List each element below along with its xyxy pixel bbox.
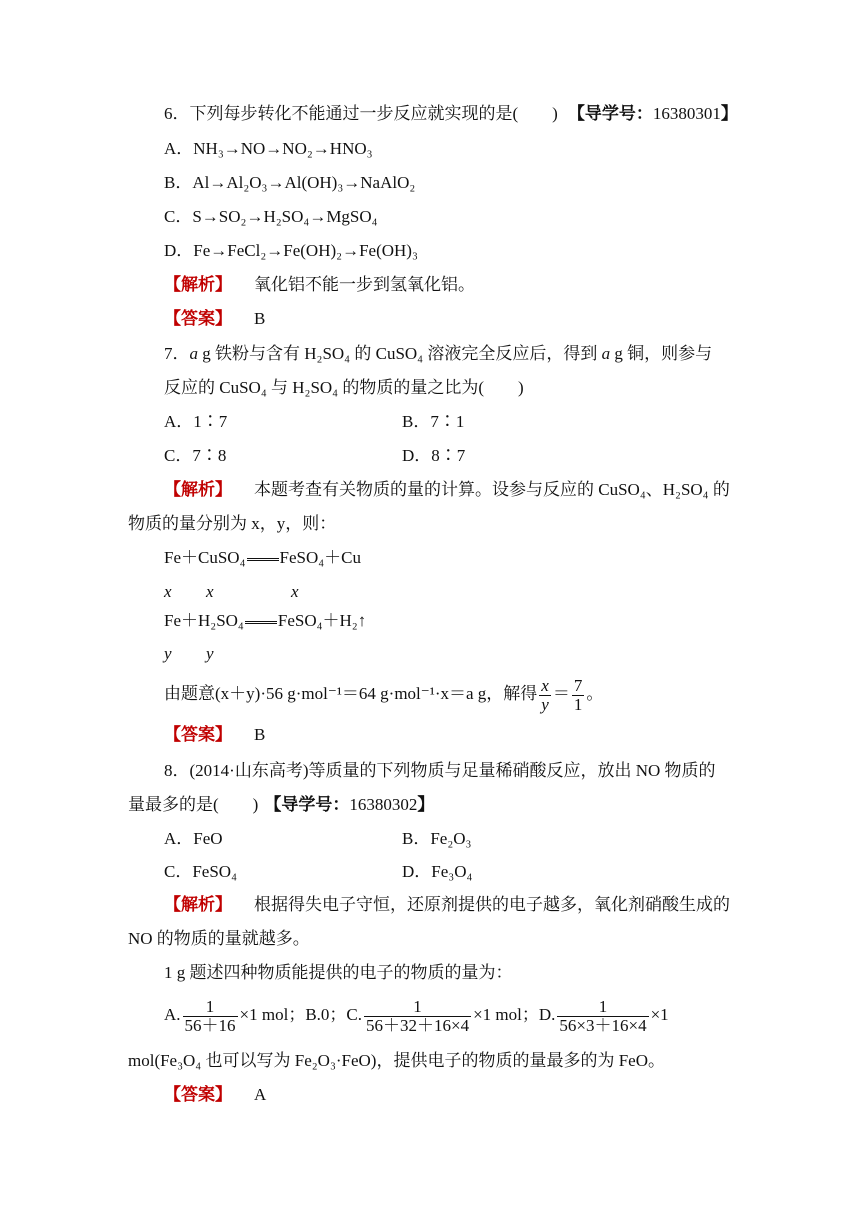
fraction-numerator: 7 — [573, 675, 583, 695]
q7-stem-part: g 铜，则参与 — [610, 344, 713, 363]
answer-label: 【答案】 — [164, 309, 232, 328]
q7-stem-line1 — [164, 343, 712, 365]
q7-answer — [164, 724, 265, 746]
q7-option-d: D．8∶7 — [402, 446, 466, 465]
q7-stem-line2: 反应的 CuSO₄ 与 H₂SO₄ 的物质的量之比为( ) — [164, 378, 524, 397]
q6-option-d: D．Fe→FeCl₂→Fe(OH)₂→Fe(OH)₃ — [164, 241, 418, 260]
equation-products: FeSO₄＋Cu — [279, 548, 361, 567]
calc-text: ×1 — [650, 1005, 669, 1024]
analysis-label: 【解析】 — [164, 895, 232, 914]
q8-option-b: B．Fe₂O₃ — [402, 829, 472, 848]
var-x: x — [291, 582, 299, 601]
q7-equation-2 — [164, 610, 366, 632]
analysis-text: 氧化铝不能一步到氢氧化铝。 — [254, 275, 475, 294]
answer-label: 【答案】 — [164, 1085, 232, 1104]
guide-suffix: 】 — [720, 104, 738, 123]
q7-equation-1 — [164, 547, 361, 569]
equation-equals-sign — [245, 621, 277, 624]
q6-option-a: A．NH₃→NO→NO₂→HNO₃ — [164, 139, 373, 158]
answer-value: B — [254, 309, 266, 328]
guide-prefix: 【导学号： — [567, 104, 653, 123]
q8-answer — [164, 1084, 266, 1106]
q6-analysis — [164, 274, 475, 296]
fraction-denominator: 56＋32＋16×4 — [366, 1015, 470, 1035]
q8-stem-line2 — [128, 794, 434, 816]
q7-calculation — [164, 676, 603, 714]
guide-suffix: 】 — [417, 795, 435, 814]
var-x: x — [164, 582, 172, 601]
answer-value: B — [254, 725, 266, 744]
q7-stem-part: g 铁粉与含有 H₂SO₄ 的 CuSO₄ 溶液完全反应后，得到 — [198, 344, 602, 363]
fraction-numerator: x — [541, 675, 549, 695]
q6-answer — [164, 308, 265, 330]
calc-text: ×1 mol；D. — [473, 1005, 556, 1024]
fraction-c — [364, 998, 471, 1035]
fraction-x-over-y — [539, 677, 551, 714]
calc-text: ×1 mol；B.0；C. — [239, 1005, 362, 1024]
q8-line5: mol(Fe₃O₄ 也可以写为 Fe₂O₃·FeO)，提供电子的物质的量最多的为 FeO。 — [128, 1051, 665, 1070]
q8-analysis-line2: NO 的物质的量就越多。 — [128, 929, 310, 948]
equation-reactants: Fe＋CuSO₄ — [164, 548, 246, 567]
fraction-d — [557, 998, 648, 1035]
analysis-text: 根据得失电子守恒，还原剂提供的电子越多，氧化剂硝酸生成的 — [254, 895, 730, 914]
q7-option-b: B．7∶1 — [402, 412, 465, 431]
equation-products: FeSO₄＋H₂↑ — [277, 611, 367, 630]
calc-text: 由题意(x＋y)·56 g·mol⁻¹＝64 g·mol⁻¹·x＝a g，解得 — [164, 684, 538, 703]
q7-analysis — [164, 479, 730, 501]
q6-option-c: C．S→SO₂→H₂SO₄→MgSO₄ — [164, 207, 378, 226]
q8-analysis — [164, 894, 730, 916]
q7-option-a: A．1∶7 — [164, 412, 228, 431]
var-y: y — [206, 644, 214, 663]
analysis-text: 本题考查有关物质的量的计算。设参与反应的 CuSO₄、H₂SO₄ 的 — [254, 480, 730, 499]
fraction-numerator: 1 — [364, 998, 471, 1017]
var-a: a — [601, 344, 611, 363]
var-a: a — [189, 344, 198, 363]
equation-equals-sign — [247, 558, 279, 561]
calc-label: A. — [164, 1005, 181, 1024]
q8-option-c: C．FeSO₄ — [164, 862, 237, 881]
q6-stem — [164, 103, 738, 125]
q8-option-d: D．Fe₃O₄ — [402, 862, 473, 881]
fraction-denominator: y — [541, 694, 549, 714]
period: 。 — [586, 684, 604, 703]
equals: ＝ — [552, 684, 570, 703]
equation-reactants: Fe＋H₂SO₄ — [164, 611, 244, 630]
q6-stem-text: 6．下列每步转化不能通过一步反应就实现的是( ) — [164, 104, 558, 123]
var-y: y — [164, 644, 172, 663]
fraction-numerator: 1 — [557, 998, 648, 1017]
q8-stem-line1: 8．(2014·山东高考)等质量的下列物质与足量稀硝酸反应，放出 NO 物质的 — [164, 761, 716, 780]
q6-option-b: B．Al→Al₂O₃→Al(OH)₃→NaAlO₂ — [164, 173, 416, 192]
q7-analysis-line2: 物质的量分别为 x，y，则： — [128, 514, 337, 533]
fraction-result — [572, 677, 585, 714]
fraction-numerator: 1 — [183, 998, 238, 1017]
var-x: x — [206, 582, 214, 601]
fraction-denominator: 56＋16 — [184, 1015, 236, 1035]
fraction-denominator: 56×3＋16×4 — [559, 1015, 647, 1035]
q8-calculation — [164, 995, 669, 1035]
q8-option-a: A．FeO — [164, 829, 223, 848]
analysis-label: 【解析】 — [164, 275, 232, 294]
guide-number: 16380302 — [349, 795, 418, 814]
analysis-label: 【解析】 — [164, 480, 232, 499]
q8-line3: 1 g 题述四种物质能提供的电子的物质的量为： — [164, 963, 513, 982]
q8-stem-text: 量最多的是( ) — [128, 795, 259, 814]
guide-number: 16380301 — [652, 104, 721, 123]
fraction-denominator: 1 — [573, 694, 583, 714]
fraction-a — [183, 998, 238, 1035]
guide-prefix: 【导学号： — [264, 795, 350, 814]
q7-number: 7． — [164, 344, 190, 363]
answer-value: A — [254, 1085, 267, 1104]
q7-option-c: C．7∶8 — [164, 446, 227, 465]
answer-label: 【答案】 — [164, 725, 232, 744]
